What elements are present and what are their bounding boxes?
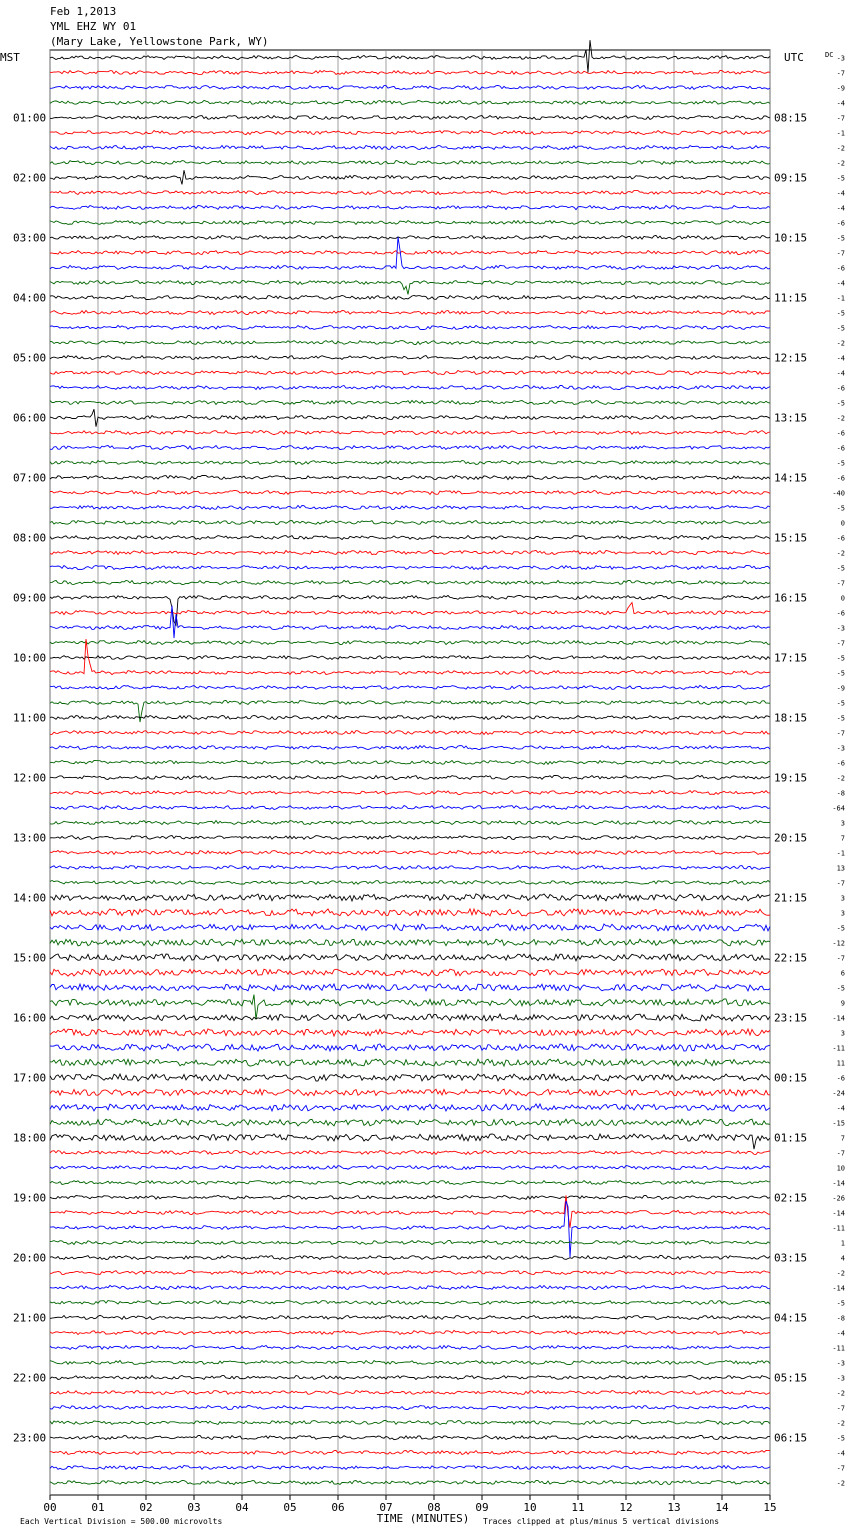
- trace-37: [50, 603, 770, 615]
- utc-label: UTC: [784, 51, 804, 64]
- dc-offset: -11: [832, 1344, 845, 1353]
- utc-hour-label: 04:15: [774, 1311, 808, 1325]
- dc-offset: -5: [836, 459, 845, 468]
- dc-offset: -14: [832, 1209, 845, 1218]
- dc-offset: -4: [836, 99, 845, 108]
- trace-38: [50, 606, 770, 638]
- utc-hour-label: 13:15: [774, 411, 808, 425]
- trace-72: [50, 1134, 770, 1149]
- utc-hour-label: 18:15: [774, 711, 808, 725]
- mst-hour-label: 21:00: [13, 1311, 47, 1325]
- dc-offset: -3: [836, 624, 845, 633]
- dc-offset: -2: [836, 1389, 845, 1398]
- trace-5: [50, 131, 770, 135]
- trace-36: [50, 596, 770, 626]
- trace-50: [50, 805, 770, 809]
- dc-offset: -64: [832, 804, 845, 813]
- trace-11: [50, 220, 770, 224]
- dc-offset: -1: [836, 129, 845, 138]
- x-tick-label: 13: [667, 1501, 681, 1514]
- dc-offset: -2: [836, 1269, 845, 1278]
- dc-offset: -5: [836, 504, 845, 513]
- trace-6: [50, 145, 770, 149]
- dc-offset: 1: [840, 1239, 845, 1248]
- dc-offset: -5: [836, 324, 845, 333]
- trace-32: [50, 535, 770, 539]
- mst-hour-label: 20:00: [13, 1251, 47, 1265]
- trace-20: [50, 356, 770, 360]
- trace-74: [50, 1166, 770, 1170]
- mst-hour-label: 02:00: [13, 171, 47, 185]
- trace-51: [50, 820, 770, 824]
- trace-92: [50, 1435, 770, 1439]
- utc-hour-label: 23:15: [774, 1011, 808, 1025]
- dc-offset: 9: [840, 999, 845, 1008]
- mst-hour-label: 12:00: [13, 771, 47, 785]
- mst-hour-label: 05:00: [13, 351, 47, 365]
- dc-offset: 4: [840, 1254, 845, 1263]
- mst-hour-label: 03:00: [13, 231, 47, 245]
- dc-offset: 3: [840, 909, 845, 918]
- dc-offset: -6: [836, 264, 845, 273]
- mst-hour-label: 10:00: [13, 651, 47, 665]
- trace-60: [50, 954, 770, 961]
- clip-note: Traces clipped at plus/minus 5 vertical divisions: [483, 1517, 720, 1526]
- dc-label: DC: [825, 51, 834, 59]
- utc-hour-label: 10:15: [774, 231, 808, 245]
- utc-hour-label: 17:15: [774, 651, 808, 665]
- dc-offset: -15: [832, 1119, 845, 1128]
- mst-hour-label: 08:00: [13, 531, 47, 545]
- trace-71: [50, 1119, 770, 1126]
- trace-81: [50, 1271, 770, 1275]
- mst-hour-label: 01:00: [13, 111, 47, 125]
- trace-27: [50, 461, 770, 465]
- mst-label: MST: [0, 51, 20, 64]
- utc-hour-label: 15:15: [774, 531, 808, 545]
- dc-offset: -1: [836, 849, 845, 858]
- trace-93: [50, 1450, 770, 1454]
- trace-95: [50, 1480, 770, 1484]
- trace-16: [50, 296, 770, 300]
- trace-30: [50, 506, 770, 510]
- dc-offset: -7: [836, 249, 845, 258]
- dc-offset: -6: [836, 609, 845, 618]
- trace-87: [50, 1361, 770, 1365]
- utc-hour-label: 08:15: [774, 111, 808, 125]
- dc-offset: 0: [840, 594, 845, 603]
- dc-offset: -5: [836, 699, 845, 708]
- dc-offset: -40: [832, 489, 845, 498]
- dc-offset: -2: [836, 414, 845, 423]
- trace-78: [50, 1201, 770, 1257]
- dc-offset: -3: [836, 54, 845, 63]
- dc-offset: -2: [836, 549, 845, 558]
- x-tick-label: 02: [139, 1501, 153, 1514]
- dc-offset: 3: [840, 819, 845, 828]
- trace-7: [50, 160, 770, 164]
- dc-offset: -8: [836, 1314, 845, 1323]
- dc-offset: -5: [836, 234, 845, 243]
- dc-offset: -5: [836, 669, 845, 678]
- x-axis-label: TIME (MINUTES): [376, 1512, 470, 1525]
- trace-73: [50, 1151, 770, 1155]
- trace-39: [50, 641, 770, 645]
- chart-title: Feb 1,2013: [50, 5, 117, 18]
- dc-offset: -3: [836, 1374, 845, 1383]
- trace-84: [50, 1315, 770, 1319]
- dc-offset: -6: [836, 1074, 845, 1083]
- dc-offset: -4: [836, 279, 845, 288]
- utc-hour-label: 11:15: [774, 291, 808, 305]
- trace-76: [50, 1195, 770, 1199]
- dc-offset: -4: [836, 189, 845, 198]
- mst-hour-label: 16:00: [13, 1011, 47, 1025]
- dc-offset: -6: [836, 444, 845, 453]
- mst-hour-label: 14:00: [13, 891, 47, 905]
- trace-62: [50, 984, 770, 991]
- trace-34: [50, 566, 770, 570]
- trace-79: [50, 1240, 770, 1244]
- dc-offset: -6: [836, 219, 845, 228]
- x-tick-label: 15: [763, 1501, 777, 1514]
- dc-offset: -5: [836, 174, 845, 183]
- trace-83: [50, 1300, 770, 1304]
- trace-88: [50, 1376, 770, 1380]
- dc-offset: -6: [836, 429, 845, 438]
- dc-offset: 0: [840, 519, 845, 528]
- trace-22: [50, 386, 770, 390]
- trace-86: [50, 1345, 770, 1349]
- trace-82: [50, 1285, 770, 1289]
- trace-67: [50, 1059, 770, 1066]
- dc-offset: -5: [836, 984, 845, 993]
- trace-75: [50, 1181, 770, 1185]
- mst-hour-label: 22:00: [13, 1371, 47, 1385]
- utc-hour-label: 02:15: [774, 1191, 808, 1205]
- utc-hour-label: 05:15: [774, 1371, 808, 1385]
- dc-offset: -7: [836, 1149, 845, 1158]
- trace-31: [50, 521, 770, 525]
- trace-40: [50, 656, 770, 660]
- trace-46: [50, 746, 770, 750]
- dc-offset: -7: [836, 1464, 845, 1473]
- utc-hour-label: 06:15: [774, 1431, 808, 1445]
- dc-offset: -2: [836, 144, 845, 153]
- trace-49: [50, 791, 770, 795]
- trace-25: [50, 430, 770, 434]
- dc-offset: -7: [836, 114, 845, 123]
- dc-offset: -7: [836, 639, 845, 648]
- trace-66: [50, 1044, 770, 1051]
- trace-68: [50, 1074, 770, 1081]
- trace-3: [50, 100, 770, 104]
- trace-8: [50, 170, 770, 184]
- trace-55: [50, 881, 770, 885]
- dc-offset: -4: [836, 1449, 845, 1458]
- mst-hour-label: 11:00: [13, 711, 47, 725]
- x-tick-label: 05: [283, 1501, 297, 1514]
- dc-offset: -7: [836, 879, 845, 888]
- trace-94: [50, 1465, 770, 1469]
- scale-note: Each Vertical Division = 500.00 microvolts: [20, 1517, 223, 1526]
- trace-28: [50, 475, 770, 479]
- mst-hour-label: 13:00: [13, 831, 47, 845]
- dc-offset: -4: [836, 354, 845, 363]
- dc-offset: -4: [836, 204, 845, 213]
- utc-hour-label: 01:15: [774, 1131, 808, 1145]
- x-tick-label: 07: [379, 1501, 393, 1514]
- dc-offset: -6: [836, 534, 845, 543]
- dc-offset: 3: [840, 894, 845, 903]
- mst-hour-label: 19:00: [13, 1191, 47, 1205]
- trace-52: [50, 836, 770, 840]
- trace-13: [50, 251, 770, 255]
- dc-offset: 3: [840, 1029, 845, 1038]
- dc-offset: -5: [836, 654, 845, 663]
- dc-offset: -1: [836, 294, 845, 303]
- dc-offset: -5: [836, 309, 845, 318]
- x-tick-label: 10: [523, 1501, 537, 1514]
- x-tick-label: 04: [235, 1501, 249, 1514]
- trace-56: [50, 894, 770, 901]
- trace-19: [50, 341, 770, 345]
- mst-hour-label: 23:00: [13, 1431, 47, 1445]
- dc-offset: 13: [836, 864, 845, 873]
- trace-47: [50, 761, 770, 765]
- dc-offset: -5: [836, 564, 845, 573]
- dc-offset: -11: [832, 1044, 845, 1053]
- trace-77: [50, 1195, 770, 1227]
- dc-offset: -2: [836, 774, 845, 783]
- utc-hour-label: 00:15: [774, 1071, 808, 1085]
- trace-48: [50, 775, 770, 779]
- dc-offset: 10: [836, 1164, 845, 1173]
- trace-54: [50, 865, 770, 869]
- trace-91: [50, 1420, 770, 1424]
- dc-offset: -2: [836, 1479, 845, 1488]
- utc-hour-label: 21:15: [774, 891, 808, 905]
- dc-offset: -3: [836, 1359, 845, 1368]
- dc-offset: -4: [836, 1104, 845, 1113]
- dc-offset: -4: [836, 1329, 845, 1338]
- dc-offset: -24: [832, 1089, 845, 1098]
- trace-61: [50, 969, 770, 976]
- station-code: YML EHZ WY 01: [50, 20, 137, 33]
- trace-23: [50, 401, 770, 405]
- trace-21: [50, 370, 770, 374]
- utc-hour-label: 19:15: [774, 771, 808, 785]
- trace-80: [50, 1255, 770, 1259]
- mst-hour-label: 06:00: [13, 411, 47, 425]
- trace-17: [50, 311, 770, 315]
- trace-44: [50, 716, 770, 720]
- dc-offset: -7: [836, 1404, 845, 1413]
- dc-offset: -3: [836, 744, 845, 753]
- trace-12: [50, 235, 770, 239]
- dc-offset: -6: [836, 474, 845, 483]
- dc-offset: -26: [832, 1194, 845, 1203]
- dc-offset: -5: [836, 1299, 845, 1308]
- dc-offset: -7: [836, 954, 845, 963]
- utc-hour-label: 14:15: [774, 471, 808, 485]
- utc-hour-label: 12:15: [774, 351, 808, 365]
- dc-offset: -2: [836, 1419, 845, 1428]
- utc-hour-label: 09:15: [774, 171, 808, 185]
- mst-hour-label: 09:00: [13, 591, 47, 605]
- trace-35: [50, 580, 770, 584]
- trace-58: [50, 924, 770, 931]
- trace-85: [50, 1330, 770, 1334]
- trace-43: [50, 700, 770, 722]
- utc-hour-label: 16:15: [774, 591, 808, 605]
- dc-offset: 7: [840, 1134, 845, 1143]
- trace-15: [50, 281, 770, 295]
- mst-hour-label: 17:00: [13, 1071, 47, 1085]
- dc-offset: 11: [836, 1059, 845, 1068]
- x-tick-label: 14: [715, 1501, 729, 1514]
- utc-hour-label: 20:15: [774, 831, 808, 845]
- trace-10: [50, 205, 770, 209]
- dc-offset: -6: [836, 759, 845, 768]
- trace-33: [50, 550, 770, 554]
- dc-offset: -7: [836, 579, 845, 588]
- x-tick-label: 01: [91, 1501, 105, 1514]
- trace-89: [50, 1391, 770, 1395]
- utc-hour-label: 03:15: [774, 1251, 808, 1265]
- trace-26: [50, 446, 770, 450]
- trace-45: [50, 730, 770, 734]
- trace-57: [50, 909, 770, 916]
- dc-offset: -2: [836, 339, 845, 348]
- trace-64: [50, 1014, 770, 1021]
- trace-65: [50, 1029, 770, 1036]
- dc-offset: -8: [836, 789, 845, 798]
- x-tick-label: 00: [43, 1501, 57, 1514]
- trace-53: [50, 850, 770, 854]
- dc-offset: -2: [836, 159, 845, 168]
- dc-offset: -5: [836, 714, 845, 723]
- dc-offset: -14: [832, 1284, 845, 1293]
- trace-90: [50, 1406, 770, 1410]
- trace-2: [50, 85, 770, 89]
- dc-offset: -9: [836, 684, 845, 693]
- station-location: (Mary Lake, Yellowstone Park, WY): [50, 35, 269, 48]
- trace-59: [50, 939, 770, 946]
- dc-offset: -5: [836, 924, 845, 933]
- dc-offset: -11: [832, 1224, 845, 1233]
- dc-offset: -7: [836, 729, 845, 738]
- mst-hour-label: 07:00: [13, 471, 47, 485]
- dc-offset: -5: [836, 1434, 845, 1443]
- dc-offset: 7: [840, 834, 845, 843]
- dc-offset: -14: [832, 1014, 845, 1023]
- mst-hour-label: 15:00: [13, 951, 47, 965]
- trace-69: [50, 1089, 770, 1096]
- mst-hour-label: 18:00: [13, 1131, 47, 1145]
- dc-offset: -14: [832, 1179, 845, 1188]
- trace-18: [50, 325, 770, 329]
- trace-70: [50, 1104, 770, 1111]
- x-tick-label: 09: [475, 1501, 489, 1514]
- x-tick-label: 12: [619, 1501, 633, 1514]
- dc-offset: -5: [836, 399, 845, 408]
- x-tick-label: 06: [331, 1501, 345, 1514]
- trace-9: [50, 191, 770, 195]
- dc-offset: -9: [836, 84, 845, 93]
- dc-offset: -7: [836, 69, 845, 78]
- trace-4: [50, 116, 770, 120]
- dc-offset: 6: [840, 969, 845, 978]
- trace-29: [50, 491, 770, 495]
- trace-42: [50, 685, 770, 689]
- x-tick-label: 11: [571, 1501, 585, 1514]
- trace-24: [50, 409, 770, 427]
- dc-offset: -12: [832, 939, 845, 948]
- dc-offset: -6: [836, 384, 845, 393]
- x-tick-label: 08: [427, 1501, 441, 1514]
- trace-0: [50, 40, 770, 72]
- x-tick-label: 03: [187, 1501, 201, 1514]
- trace-1: [50, 71, 770, 75]
- dc-offset: -4: [836, 369, 845, 378]
- mst-hour-label: 04:00: [13, 291, 47, 305]
- utc-hour-label: 22:15: [774, 951, 808, 965]
